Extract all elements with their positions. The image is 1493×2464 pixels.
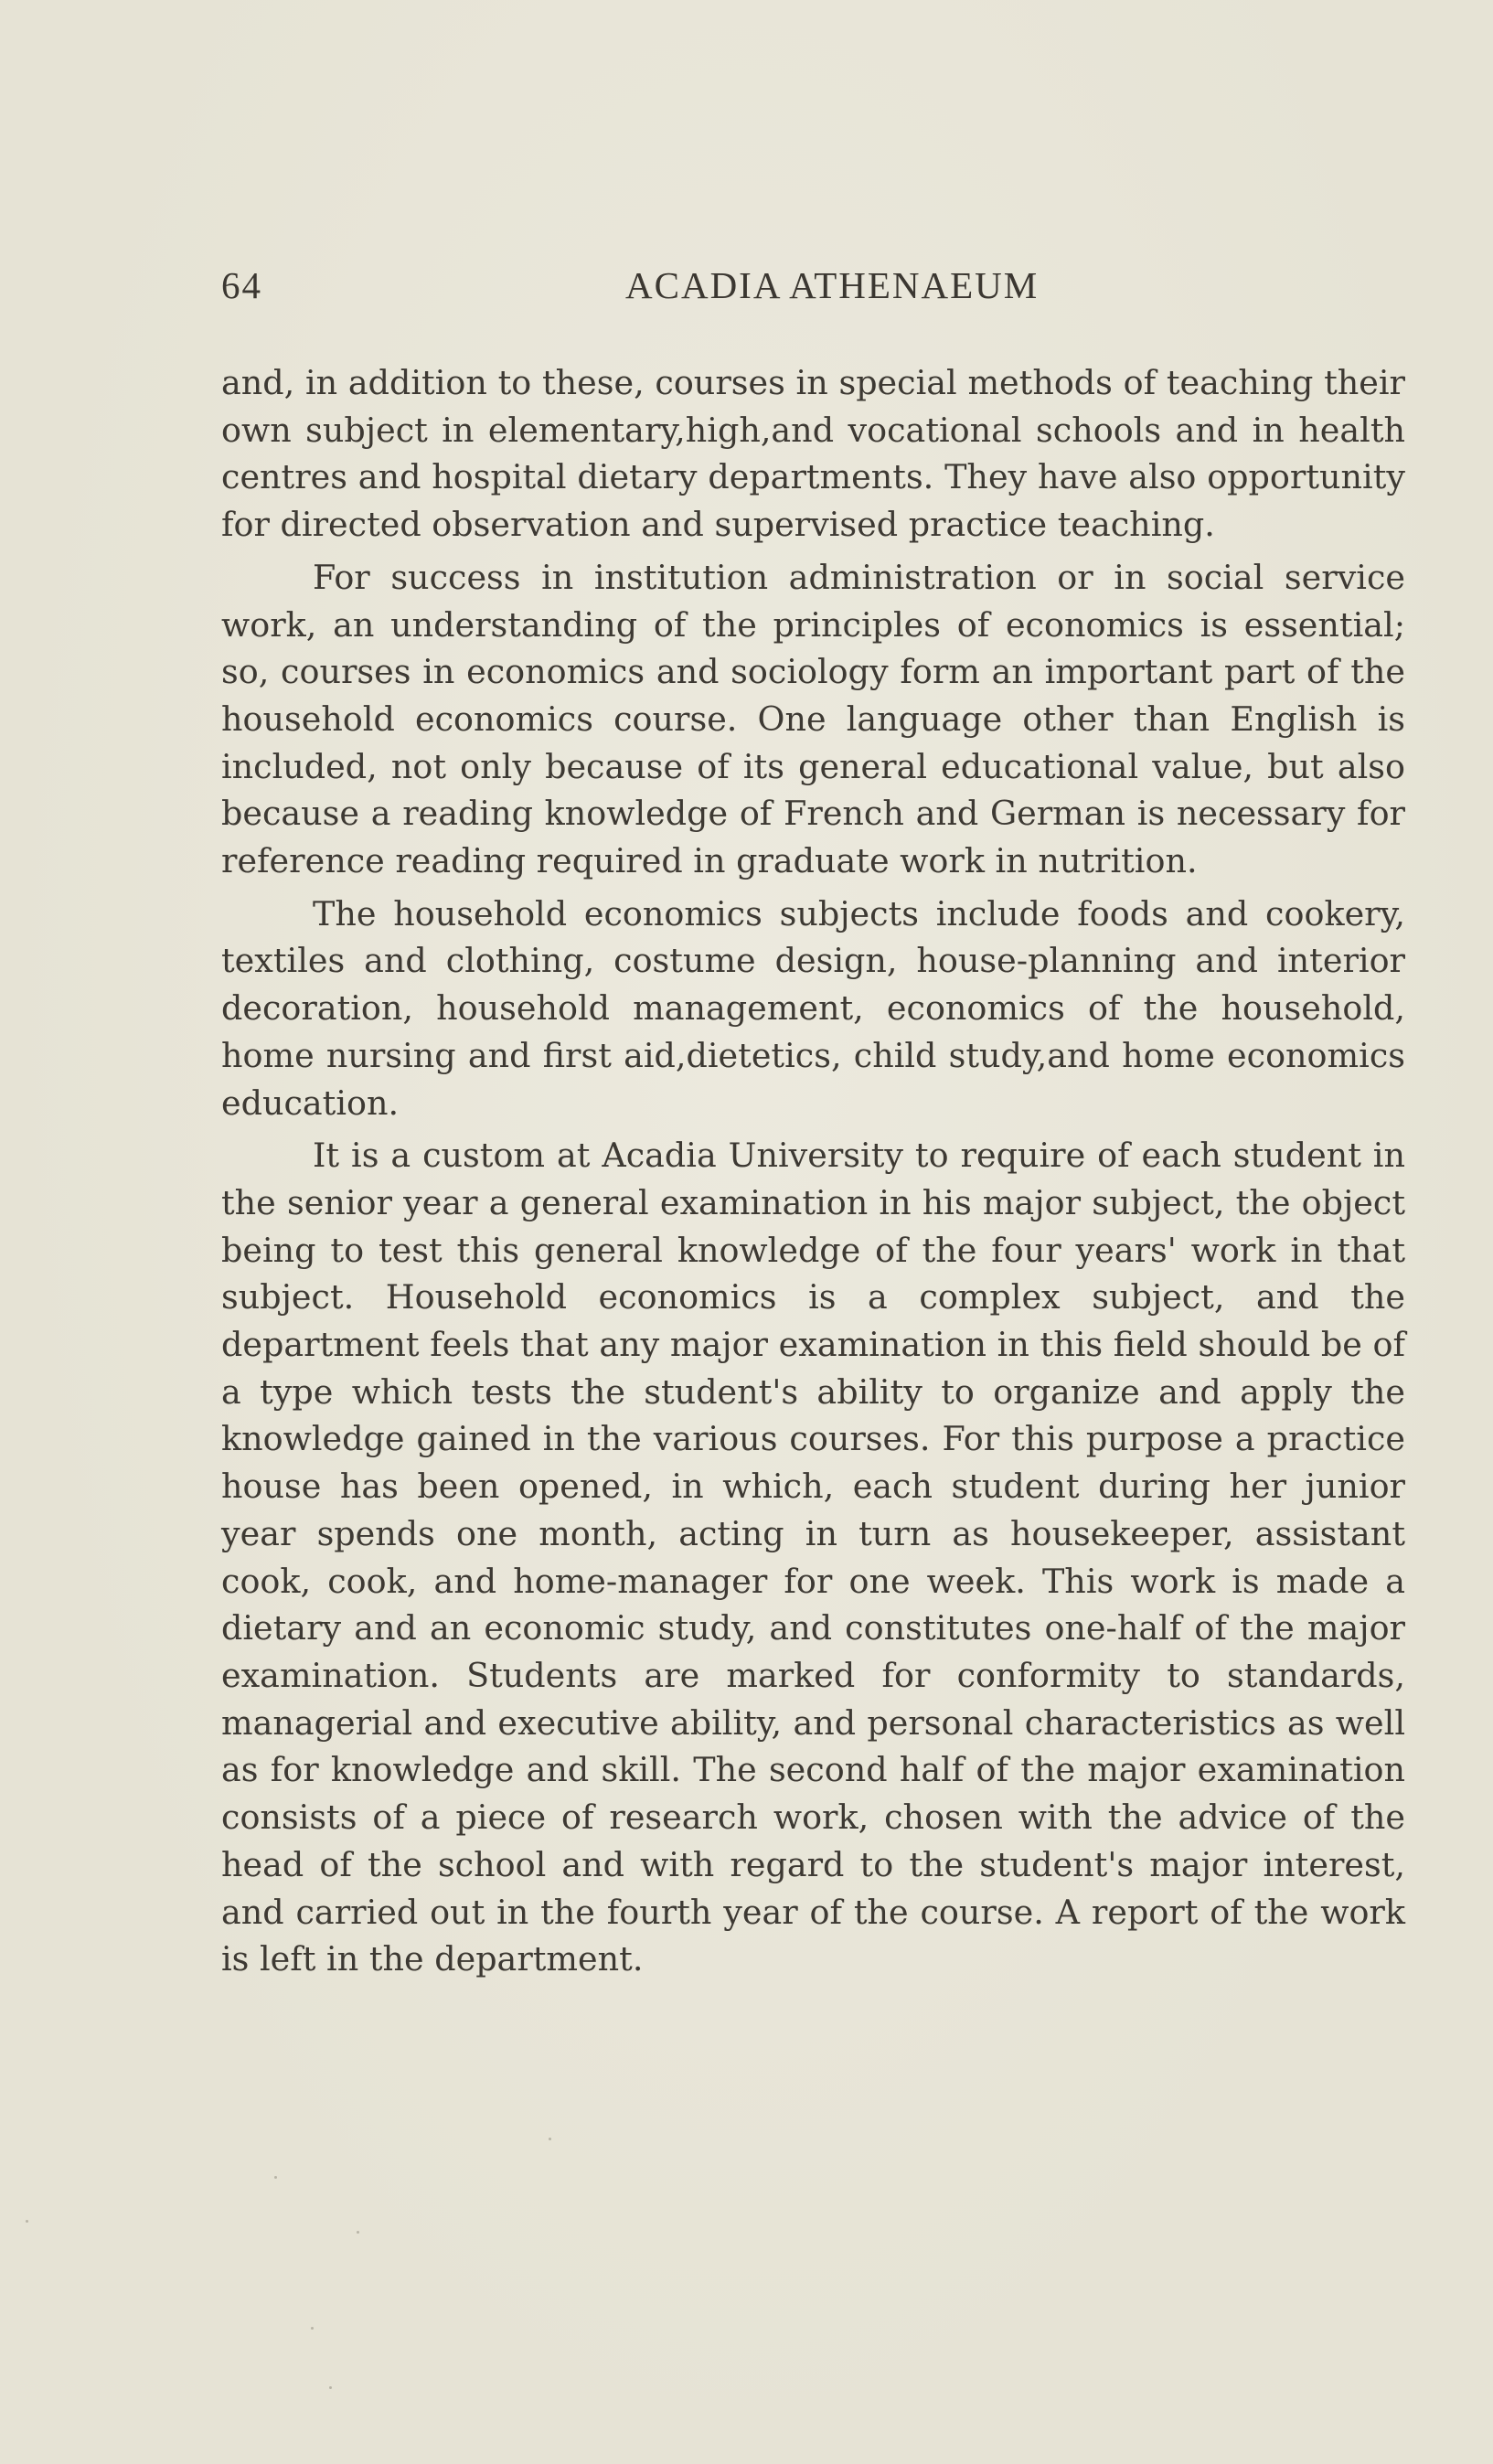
paragraph-4: It is a custom at Acadia University to require of each student in the senior year a general examination in his major subject, the object being to test this general knowledge of the four years' work in that subject. Household economics is a complex subject, and the department feels that any major examination in this field should be of a type which tests the student's ability to organize and apply the knowledge gained in the various courses. For this purpose a practice house has been opened, in which, each student during her junior year spends one month, acting in turn as housekeeper, assistant cook, cook, and home-manager for one week. This work is made a dietary and an economic study, and constitutes one-half of the major examination. Students are marked for conformity to standards, managerial and executive ability, and personal characteristics as well as for knowledge and skill. The second half of the major examination consists of a piece of research work, chosen with the advice of the head of the school and with regard to the student's major interest, and carried out in the fourth year of the course. A report of the work is left in the department.: [221, 1136, 1405, 1979]
page-number: 64: [221, 264, 262, 306]
paragraph-1: and, in addition to these, courses in special methods of teaching their own subject in elementary,high,and vocational schools and in health centres and hospital dietary departments. They have also opportunity for directed observation and supervised practice teaching.: [221, 363, 1405, 545]
paper-speck: [329, 2386, 332, 2389]
paragraph-2: For success in institution administration or in social service work, an understanding of the principles of economics is essential; so, courses in economics and sociology form an important part of the household economics course. One language other than English is included, not only because of its general educational value, but also because a reading knowledge of French and German is necessary for reference reading required in graduate work in nutrition.: [221, 557, 1405, 881]
paper-speck: [357, 2231, 359, 2234]
body-text: [221, 359, 1405, 1983]
paper-speck: [311, 2327, 314, 2330]
running-title: ACADIA ATHENAEUM: [625, 264, 1040, 306]
paper-speck: [549, 2138, 551, 2140]
paragraph-3: The household economics subjects include foods and cookery, textiles and clothing, costume design, house-planning and interior decoration, household management, economics of the household, home nursing and first aid,dietetics, child study,and home economics education.: [221, 893, 1405, 1123]
paper-speck: [26, 2220, 28, 2223]
paper-speck: [274, 2176, 277, 2179]
page-header: [221, 263, 1136, 311]
